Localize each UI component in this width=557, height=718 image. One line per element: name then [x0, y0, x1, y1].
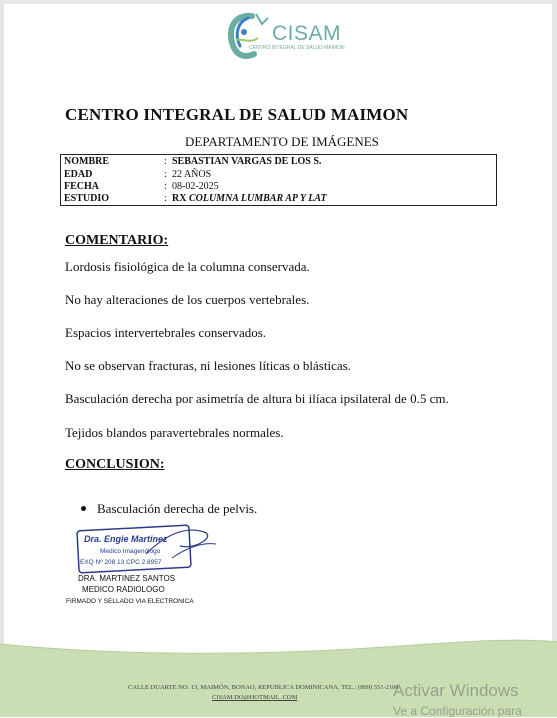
bullet-icon — [81, 506, 86, 511]
info-separator: : — [164, 193, 167, 204]
doctor-stamp — [76, 524, 222, 574]
patient-age-value: 22 AÑOS — [172, 169, 212, 180]
conclusion-heading: CONCLUSION: — [65, 457, 165, 472]
signature-title: MEDICO RADIOLOGO — [82, 585, 165, 594]
cisam-logo — [212, 8, 352, 62]
info-separator: : — [164, 181, 167, 192]
logo-name: CISAM — [272, 22, 342, 45]
footer-email-link[interactable]: CISAM.DO@HOTMAIL .COM — [212, 694, 298, 701]
comment-paragraph: Espacios intervertebrales conservados. — [65, 325, 267, 340]
study-prefix: RX — [172, 193, 187, 204]
info-row-name — [64, 156, 494, 168]
activation-watermark-subtitle: Ve a Configuración para — [393, 704, 522, 718]
department-name: DEPARTAMENTO DE IMÁGENES — [185, 134, 379, 149]
patient-info-box — [60, 154, 497, 206]
info-label: EDAD — [64, 169, 93, 180]
logo-emblem-icon — [212, 8, 272, 62]
page-top-border — [0, 0, 557, 4]
info-separator: : — [164, 156, 167, 167]
stamp-doctor-role: Medico Imagenólogo — [100, 548, 161, 555]
document-title: CENTRO INTEGRAL DE SALUD MAIMON — [65, 105, 409, 124]
stamp-license: EXQ Nº 208 13 CPC 2 8957 — [80, 559, 162, 566]
info-label: ESTUDIO — [64, 193, 110, 204]
comment-heading: COMENTARIO: — [65, 233, 169, 248]
comment-paragraph: No hay alteraciones de los cuerpos vertebrales. — [65, 292, 310, 307]
comment-paragraph: Lordosis fisiológica de la columna conservada. — [65, 259, 310, 274]
logo-subtitle: CENTRO INTEGRAL DE SALUD MAIMON — [249, 45, 345, 51]
study-name: COLUMNA LUMBAR AP Y LAT — [188, 193, 327, 204]
study-value — [172, 193, 327, 205]
conclusion-item-text: Basculación derecha de pelvis. — [97, 501, 258, 516]
info-separator: : — [164, 169, 167, 180]
info-row-date — [64, 181, 494, 193]
info-label: NOMBRE — [64, 156, 109, 167]
stamp-doctor-name: Dra. Engie Martinez — [84, 534, 168, 544]
comment-paragraph: Basculación derecha por asimetría de altura bi ilíaca ipsilateral de 0.5 cm. — [65, 391, 449, 406]
signature-note: FIRMADO Y SELLADO VIA ELECTRONICA — [66, 598, 194, 605]
exam-date-value: 08-02-2025 — [172, 181, 219, 192]
footer-address: CALLE DUARTE NO. 13, MAIMÓN, BONAO, REPUBLICA DOMINICANA, TEL.: (809) 551-2106 — [128, 684, 399, 691]
comment-paragraph: Tejidos blandos paravertebrales normales. — [65, 425, 284, 440]
comment-paragraph: No se observan fracturas, ni lesiones líticas o blásticas. — [65, 358, 351, 373]
info-label: FECHA — [64, 181, 99, 192]
patient-name-value: SEBASTIAN VARGAS DE LOS S. — [172, 156, 322, 167]
info-row-age — [64, 169, 494, 181]
info-row-study — [64, 193, 494, 205]
signature-name: DRA. MARTINEZ SANTOS — [78, 574, 176, 583]
activation-watermark-title: Activar Windows — [393, 681, 519, 700]
